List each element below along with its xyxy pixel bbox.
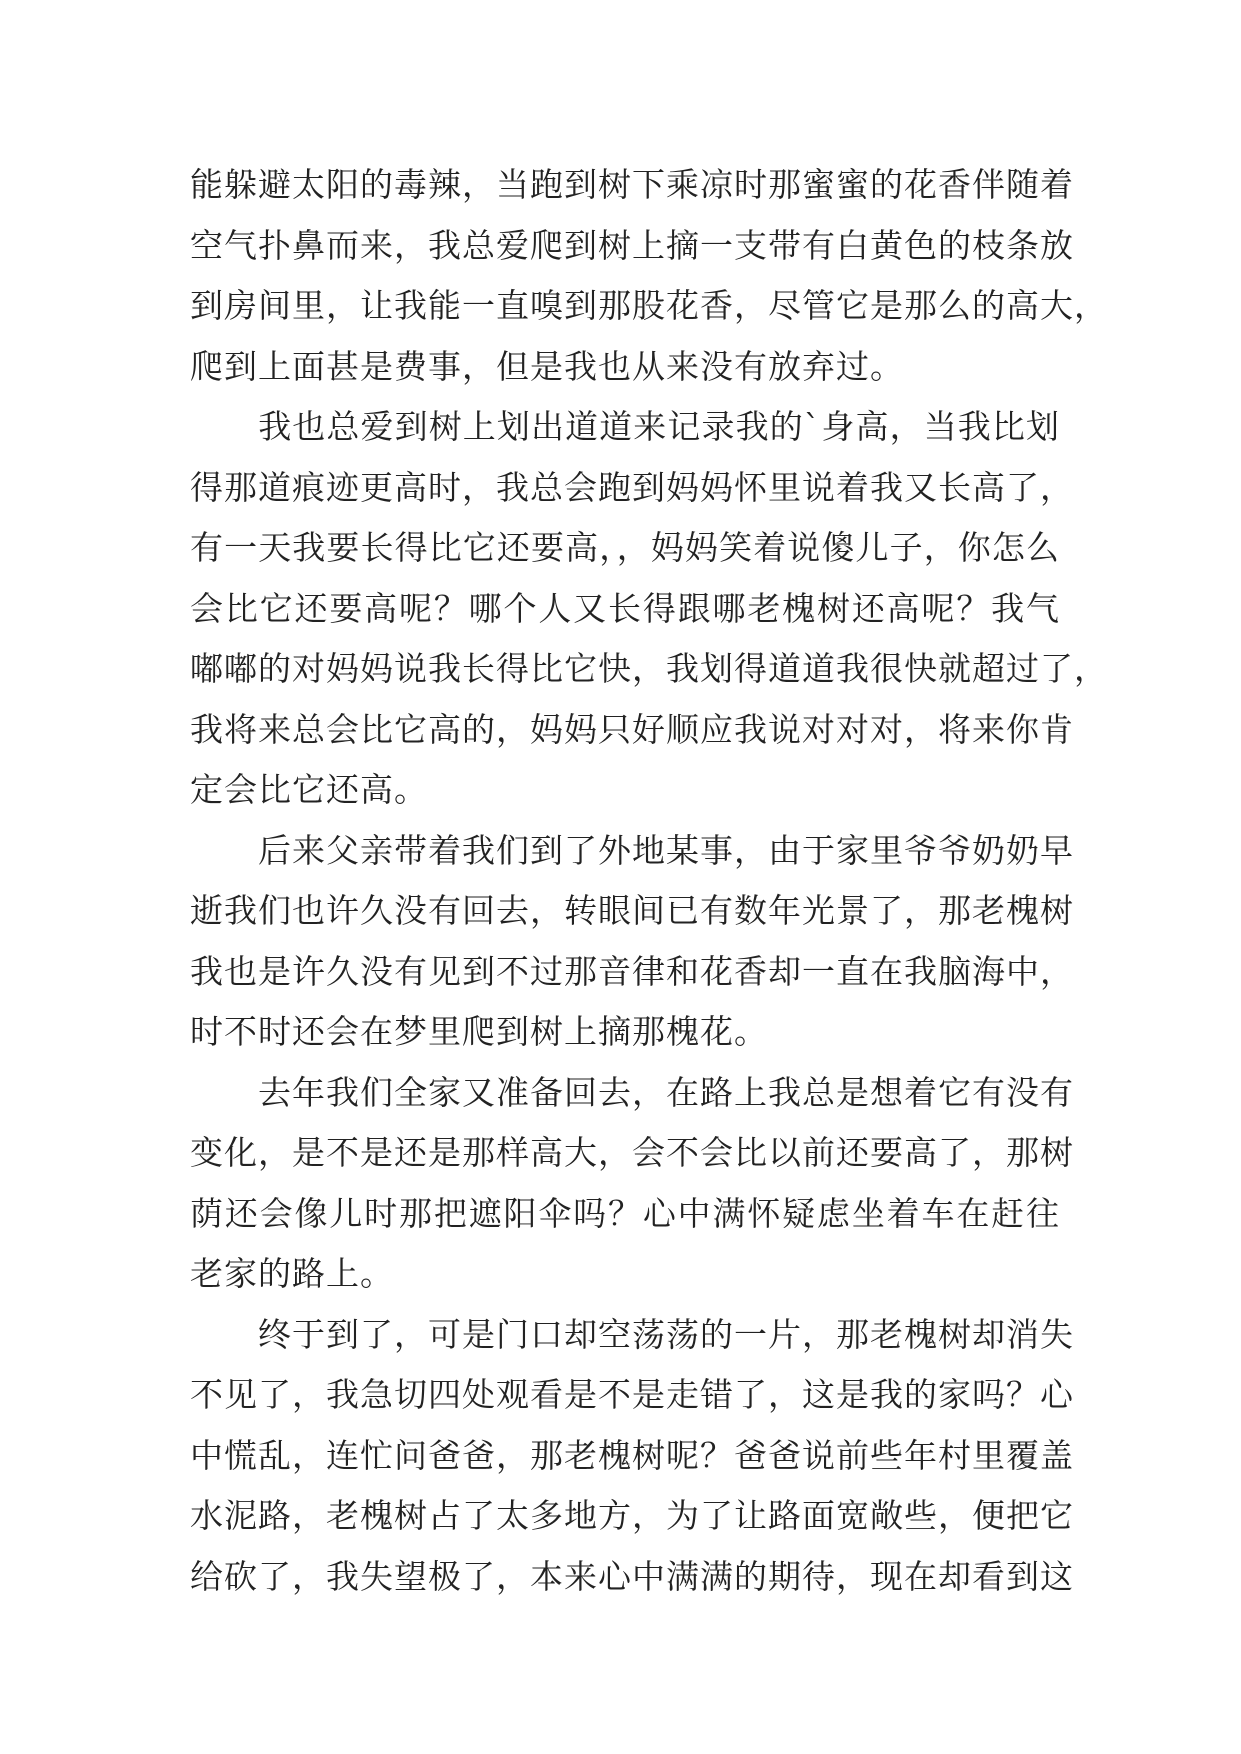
text-line: 去年我们全家又准备回去，在路上我总是想着它有没有 xyxy=(190,1072,1074,1112)
text-line: 水泥路，老槐树占了太多地方，为了让路面宽敞些，便把它 xyxy=(190,1496,1074,1535)
text-line: 嘟嘟的对妈妈说我长得比它快，我划得道道我很快就超过了， xyxy=(190,649,1108,688)
text-line: 能躲避太阳的毒辣，当跑到树下乘凉时那蜜蜜的花香伴随着 xyxy=(190,165,1074,204)
document-body xyxy=(190,155,1108,1607)
text-line: 终于到了，可是门口却空荡荡的一片，那老槐树却消失 xyxy=(190,1314,1074,1354)
text-line: 给砍了，我失望极了，本来心中满满的期待，现在却看到这 xyxy=(190,1556,1074,1596)
text-line: 到房间里，让我能一直嗅到那股花香，尽管它是那么的高大， xyxy=(190,286,1108,325)
text-line: 我将来总会比它高的，妈妈只好顺应我说对对对，将来你肯 xyxy=(190,709,1074,749)
text-line: 会比它还要高呢？哪个人又长得跟哪老槐树还高呢？我气 xyxy=(190,588,1060,628)
text-line: 爬到上面甚是费事，但是我也从来没有放弃过。 xyxy=(190,346,904,386)
text-line: 逝我们也许久没有回去，转眼间已有数年光景了，那老槐树 xyxy=(190,891,1074,930)
text-line: 得那道痕迹更高时，我总会跑到妈妈怀里说着我又长高了， xyxy=(190,467,1074,507)
text-line: 变化，是不是还是那样高大，会不会比以前还要高了，那树 xyxy=(190,1133,1074,1172)
text-line: 我也是许久没有见到不过那音律和花香却一直在我脑海中， xyxy=(190,951,1074,991)
text-line: 空气扑鼻而来，我总爱爬到树上摘一支带有白黄色的枝条放 xyxy=(190,225,1074,265)
text-line: 后来父亲带着我们到了外地某事，由于家里爷爷奶奶早 xyxy=(190,830,1074,870)
text-line: 荫还会像儿时那把遮阳伞吗？心中满怀疑虑坐着车在赶往 xyxy=(190,1193,1060,1233)
text-line: 老家的路上。 xyxy=(190,1254,394,1293)
text-line: 我也总爱到树上划出道道来记录我的`身高，当我比划 xyxy=(190,407,1060,446)
text-line: 中慌乱，连忙问爸爸，那老槐树呢？爸爸说前些年村里覆盖 xyxy=(190,1435,1074,1475)
text-line: 时不时还会在梦里爬到树上摘那槐花。 xyxy=(190,1012,768,1051)
text-line: 有一天我要长得比它还要高，，妈妈笑着说傻儿子，你怎么 xyxy=(190,528,1060,567)
text-line: 定会比它还高。 xyxy=(190,770,428,809)
text-line: 不见了，我急切四处观看是不是走错了，这是我的家吗？心 xyxy=(190,1375,1074,1414)
